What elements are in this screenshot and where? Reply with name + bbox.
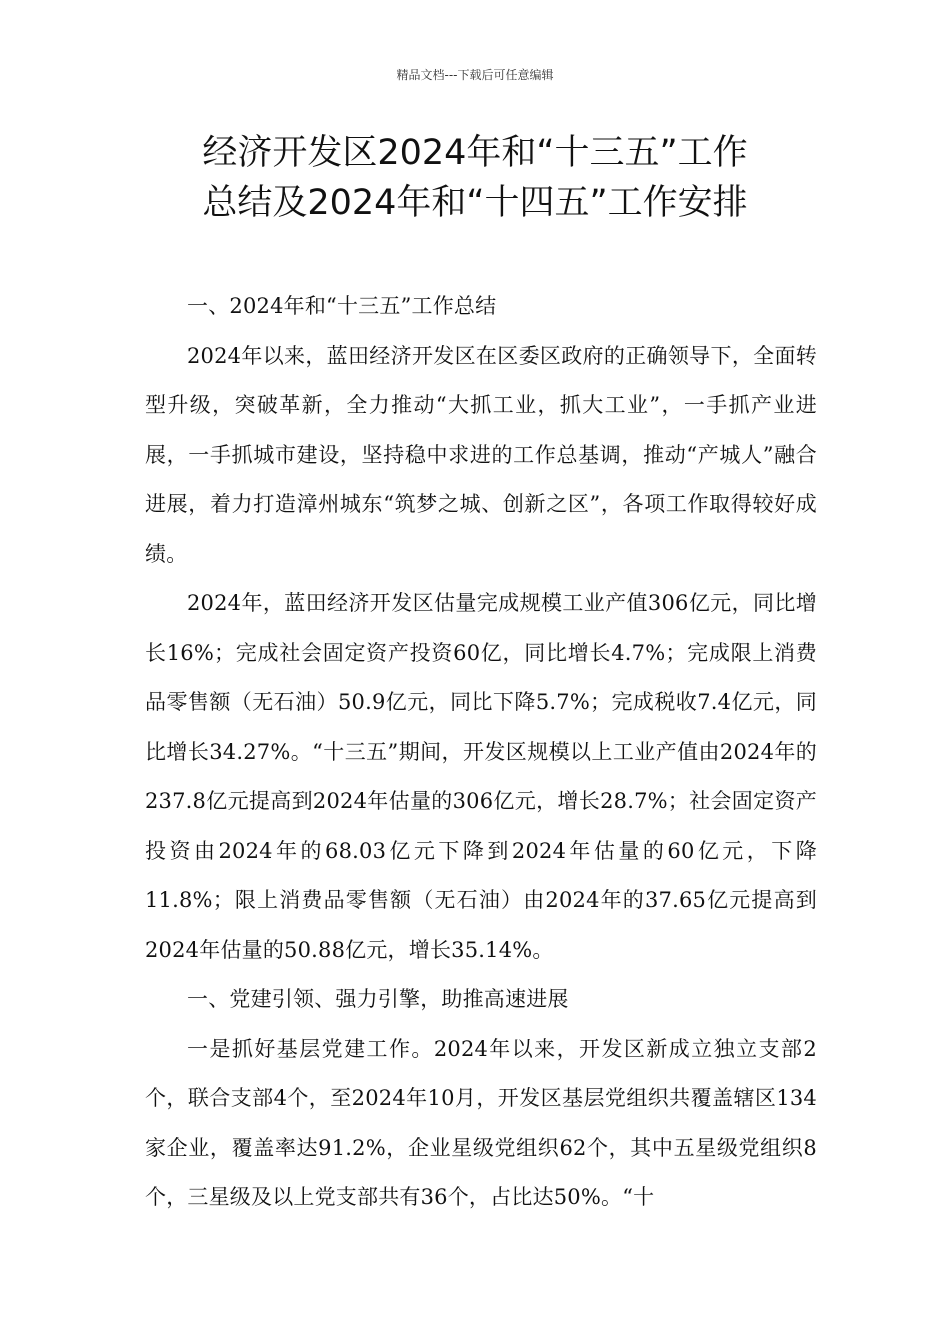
paragraph-statistics: 2024年，蓝田经济开发区估量完成规模工业产值306亿元，同比增长16%；完成社会固定资产投资60亿，同比增长4.7%；完成限上消费品零售额（无石油）50.9亿元，同比下降5.7%；完成税收7.4亿元，同比增长34.27%。“十三五”期间，开发区规模以上工业产值由2024年的237.8亿元提高到2024年估量的306亿元，增长28.7%；社会固定资产投资由2024年的68.03亿元下降到2024年估量的60亿元，下降11.8%；限上消费品零售额（无石油）由2024年的37.65亿元提高到2024年估量的50.88亿元，增长35.14%。 <box>145 591 817 962</box>
paragraph-party-building: 一是抓好基层党建工作。2024年以来，开发区新成立独立支部2个，联合支部4个，至2024年10月，开发区基层党组织共覆盖辖区134家企业，覆盖率达91.2%，企业星级党组织62个，其中五星级党组织8个，三星级及以上党支部共有36个，占比达50%。“十 <box>145 1036 817 1209</box>
title-line-1: 经济开发区2024年和“十三五”工作 <box>202 133 748 173</box>
header-note: 精品文档---下载后可任意编辑 <box>396 68 554 82</box>
document-body <box>145 282 817 1223</box>
section-heading-summary: 一、2024年和“十三五”工作总结 <box>187 294 497 318</box>
section-heading-party-building: 一、党建引领、强力引擎，助推高速进展 <box>187 987 569 1011</box>
document-title <box>60 128 890 228</box>
paragraph-intro: 2024年以来，蓝田经济开发区在区委区政府的正确领导下，全面转型升级，突破革新，全力推动“大抓工业，抓大工业”，一手抓产业进展，一手抓城市建设，坚持稳中求进的工作总基调，推动“产城人”融合进展，着力打造漳州城东“筑梦之城、创新之区”，各项工作取得较好成绩。 <box>145 343 817 566</box>
title-line-2: 总结及2024年和“十四五”工作安排 <box>202 183 748 223</box>
